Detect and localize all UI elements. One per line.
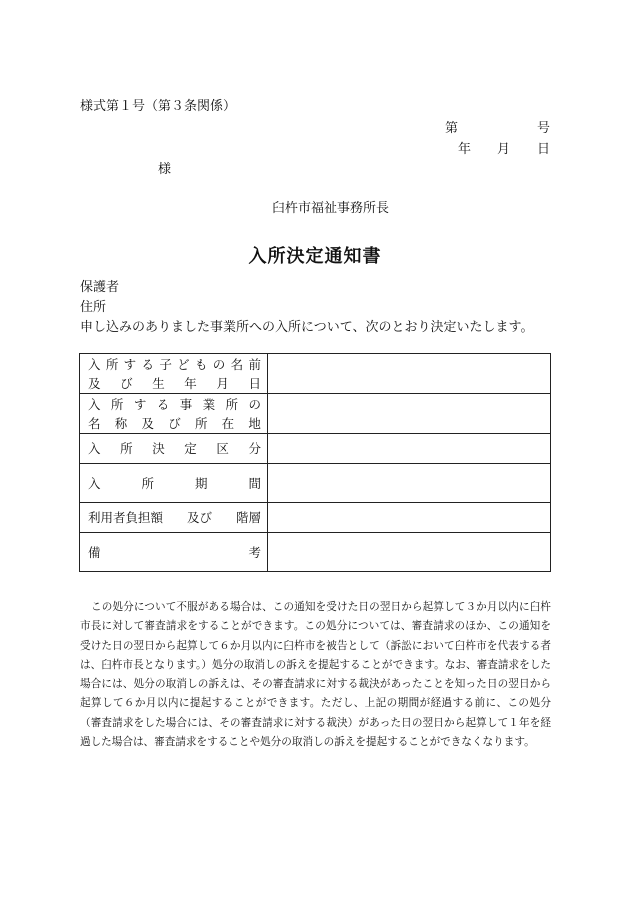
label-char: 業 — [202, 396, 216, 412]
label-char: の — [212, 356, 226, 372]
label-char: 及 — [141, 415, 154, 431]
label-line — [88, 395, 261, 414]
table-row-facility — [80, 394, 551, 434]
label-char: 定 — [184, 441, 197, 456]
date-year: 年 — [458, 142, 472, 157]
label-line — [88, 414, 261, 433]
label-line — [88, 355, 261, 374]
table-row-remarks — [80, 533, 551, 572]
doc-number-prefix: 第 — [445, 121, 459, 136]
label-char: 間 — [248, 475, 261, 491]
label-char: る — [141, 356, 154, 372]
label-line — [88, 439, 261, 458]
label-line — [88, 543, 261, 562]
label-char: 名 — [88, 415, 101, 431]
label-char: す — [133, 396, 147, 412]
label-char: 所 — [141, 475, 154, 491]
guardian-label: 保護者 — [80, 280, 120, 295]
label-char: 所 — [194, 415, 208, 431]
value-facility[interactable] — [268, 394, 551, 434]
label-segment: 階層 — [235, 510, 261, 525]
value-period[interactable] — [268, 464, 551, 503]
label-segment: 及び — [186, 510, 212, 525]
label-char: 入 — [88, 441, 101, 456]
label-char: 名 — [230, 356, 244, 372]
label-child-name — [80, 354, 268, 394]
label-char: 地 — [248, 415, 261, 431]
label-char: び — [120, 375, 133, 391]
addressee-suffix: 様 — [158, 162, 172, 177]
table-row-decision-category — [80, 434, 551, 464]
label-line — [88, 474, 261, 493]
value-child-name[interactable] — [268, 354, 551, 394]
document-title: 入所決定通知書 — [248, 246, 382, 267]
label-char: 年 — [184, 375, 197, 391]
label-char: 事 — [179, 396, 193, 412]
label-char: 所 — [105, 356, 119, 372]
form-number: 様式第１号（第３条関係） — [80, 99, 237, 114]
label-char: も — [194, 356, 208, 372]
label-char: び — [168, 415, 181, 431]
table-row-period — [80, 464, 551, 503]
label-char: 月 — [216, 375, 229, 391]
label-char: 及 — [88, 375, 101, 391]
label-segment: 利用者負担額 — [88, 510, 164, 525]
label-char: 子 — [159, 356, 172, 372]
label-char: す — [123, 356, 137, 372]
label-char: 入 — [88, 475, 101, 491]
table-row-user-fee — [80, 503, 551, 533]
value-remarks[interactable] — [268, 533, 551, 572]
label-char: ど — [177, 356, 190, 372]
label-char: 生 — [152, 375, 165, 391]
label-char: 考 — [248, 544, 261, 560]
doc-number-suffix: 号 — [537, 121, 551, 136]
address-label: 住所 — [80, 300, 107, 315]
appeal-notice: この処分について不服がある場合は、この通知を受けた日の翌日から起算して３か月以内に臼杵市長に対して審査請求をすることができます。この処分については、審査請求のほか、この通知を受けた日の翌日から起算して６か月以内に臼杵市を被告として（訴訟において臼杵市を代表する者は、臼杵市長となります。）処分の取消しの訴えを提起することができます。なお、審査請求をした場合には、処分の取消しの訴えは、その審査請求に対する裁決があったことを知った日の翌日から起算して６か月以内に提起することができます。ただし、上記の期間が経過する前に、この処分（審査請求をした場合には、その審査請求に対する裁決）があった日の翌日から起算して１年を経過した場合は、審査請求をすることや処分の取消しの訴えを提起することができなくなります。 — [80, 601, 551, 749]
decision-table — [79, 353, 551, 572]
label-char: 所 — [225, 396, 239, 412]
table-row-child-name — [80, 354, 551, 394]
date-month: 月 — [497, 142, 511, 157]
label-char: 区 — [216, 441, 229, 456]
date-day: 日 — [537, 142, 551, 157]
label-char: 備 — [88, 544, 101, 560]
label-char: 期 — [194, 475, 208, 491]
label-char: 所 — [120, 441, 133, 456]
label-char: 分 — [248, 441, 261, 456]
label-decision-category — [80, 434, 268, 464]
label-char: 称 — [114, 415, 128, 431]
label-char: 日 — [248, 375, 261, 391]
label-user-fee — [80, 503, 268, 533]
label-line — [88, 374, 261, 393]
issuer-name: 臼杵市福祉事務所長 — [272, 201, 390, 216]
label-char: 入 — [88, 356, 101, 372]
label-remarks — [80, 533, 268, 572]
label-char: る — [156, 396, 170, 412]
label-char: 決 — [152, 441, 165, 456]
label-period — [80, 464, 268, 503]
intro-text: 申し込みのありました事業所への入所について、次のとおり決定いたします。 — [80, 320, 534, 335]
label-char: 所 — [110, 396, 124, 412]
label-char: 前 — [248, 356, 261, 372]
value-decision-category[interactable] — [268, 434, 551, 464]
value-user-fee[interactable] — [268, 503, 551, 533]
label-char: 入 — [88, 396, 101, 412]
label-char: 在 — [221, 415, 235, 431]
label-line — [88, 508, 261, 527]
label-char: の — [248, 396, 261, 412]
label-facility — [80, 394, 268, 434]
